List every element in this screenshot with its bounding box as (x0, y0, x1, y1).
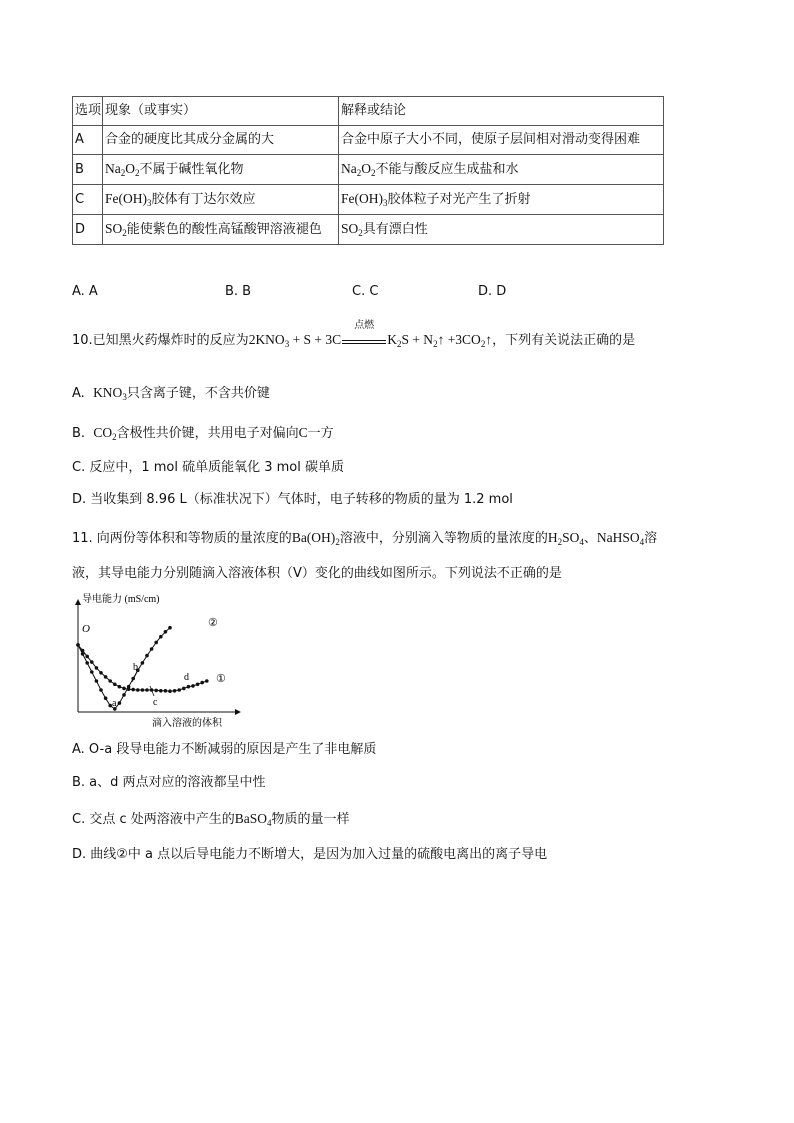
q10-choice-d[interactable]: D. 当收集到 8.96 L（标准状况下）气体时，电子转移的物质的量为 1.2 mol (72, 492, 513, 507)
q10-stem: 10.已知黑火药爆炸时的反应为$2KNO_3 + S + 3C$ 点燃 $K_2S$ + $N_2↑$ $+3CO_2↑$，下列有关说法正确的是 (72, 320, 636, 349)
row-phenomenon: $Na_2O_2$不属于碱性氧化物 (103, 155, 339, 185)
series-2-point (76, 643, 80, 647)
origin-label: O (82, 623, 90, 635)
series-1-point (145, 654, 149, 658)
series-label-2: ② (208, 617, 218, 629)
header-phenomenon: 现象（或事实） (103, 97, 339, 126)
series-1-point (122, 693, 126, 697)
series-1-point (164, 630, 168, 634)
table-row (73, 185, 664, 215)
series-1-point (154, 641, 158, 645)
series-1-point (159, 635, 163, 639)
row-option: B (73, 155, 103, 185)
row-explanation: 合金中原子大小不同，使原子层间相对滑动变得困难 (339, 126, 664, 155)
y-axis-label: 导电能力 (mS/cm) (82, 594, 160, 605)
reaction-condition: 点燃 (342, 332, 386, 344)
series-2-point (159, 689, 163, 693)
q11-choice-d[interactable]: D. 曲线②中 a 点以后导电能力不断增大，是因为加入过量的硫酸电离出的离子导电 (72, 847, 548, 862)
q11-stem-line1: 11. 向两份等体积和等物质的量浓度的$Ba(OH)_2$溶液中，分别滴入等物质的量浓度的$H_2SO_4$、NaHSO$_4$溶 (72, 530, 658, 547)
options-table (72, 96, 664, 245)
series-2-point (131, 688, 135, 692)
q9-choice-b[interactable]: B. B (225, 284, 252, 299)
table-row (73, 126, 664, 155)
row-phenomenon: 合金的硬度比其成分金属的大 (103, 126, 339, 155)
series-2-point (95, 666, 99, 670)
table-row (73, 215, 664, 245)
q10-choice-b[interactable]: B. $CO_2$含极性共价键，共用电子对偏向C一方 (72, 425, 334, 442)
point-label-b: b (133, 662, 138, 673)
q11-stem-line2: 液，其导电能力分别随滴入溶液体积（V）变化的曲线如图所示。下列说法不正确的是 (72, 566, 562, 581)
series-2-point (127, 687, 131, 691)
series-2-point (196, 683, 200, 687)
series-2-point (205, 679, 209, 683)
series-2-point (141, 688, 145, 692)
series-2-point (118, 685, 122, 689)
series-label-1: ① (216, 673, 226, 685)
series-1-point (90, 670, 94, 674)
series-2-point (187, 685, 191, 689)
series-2-point (145, 688, 149, 692)
row-option: A (73, 126, 103, 155)
conductivity-chart (70, 590, 250, 730)
point-label-d: d (184, 672, 189, 683)
series-2-point (99, 671, 103, 675)
series-1-point (85, 661, 89, 665)
series-2-point (108, 679, 112, 683)
series-2-point (173, 689, 177, 693)
row-explanation: $Na_2O_2$不能与酸反应生成盐和水 (339, 155, 664, 185)
series-1-point (99, 688, 103, 692)
table-header-row (73, 97, 664, 126)
series-1-point (150, 647, 154, 651)
series-2-point (164, 689, 168, 693)
series-2-point (104, 675, 108, 679)
series-2-point (85, 655, 89, 659)
table-row (73, 155, 664, 185)
series-1-point (95, 679, 99, 683)
row-option: D (73, 215, 103, 245)
point-label-c: c (153, 697, 158, 708)
q9-choice-a[interactable]: A. A (72, 284, 98, 299)
q11-choice-a[interactable]: A. O-a 段导电能力不断减弱的原因是产生了非电解质 (72, 742, 377, 757)
series-2-point (154, 689, 158, 693)
series-2-point (122, 687, 126, 691)
series-2-point (200, 681, 204, 685)
row-phenomenon: $SO_2$能使紫色的酸性高锰酸钾溶液褪色 (103, 215, 339, 245)
series-2-point (191, 684, 195, 688)
q10-choice-a[interactable]: A. $KNO_3$只含离子键，不含共价键 (72, 385, 270, 402)
row-explanation: $SO_2$具有漂白性 (339, 215, 664, 245)
row-explanation: $Fe(OH)_3$胶体粒子对光产生了折射 (339, 185, 664, 215)
series-1-point (141, 661, 145, 665)
series-1-point (168, 626, 172, 630)
q9-choice-c[interactable]: C. C (352, 284, 379, 299)
series-2-point (182, 687, 186, 691)
series-2-point (168, 689, 172, 693)
header-explanation: 解释或结论 (339, 97, 664, 126)
point-label-a: a (112, 698, 117, 709)
series-2-point (177, 688, 181, 692)
series-1-point (118, 701, 122, 705)
q9-choice-d[interactable]: D. D (478, 284, 507, 299)
q10-choice-c[interactable]: C. 反应中，1 mol 硫单质能氧化 3 mol 碳单质 (72, 460, 345, 475)
x-axis-label: 滴入溶液的体积 (152, 718, 222, 729)
series-1-point (104, 696, 108, 700)
row-option: C (73, 185, 103, 215)
series-2-point (81, 649, 85, 653)
q11-choice-c[interactable]: C. 交点 c 处两溶液中产生的BaSO$_4$物质的量一样 (72, 811, 350, 828)
series-2-point (90, 660, 94, 664)
series-2-point (113, 683, 117, 687)
row-phenomenon: $Fe(OH)_3$胶体有丁达尔效应 (103, 185, 339, 215)
series-2-point (136, 688, 140, 692)
q11-choice-b[interactable]: B. a、d 两点对应的溶液都呈中性 (72, 775, 266, 790)
header-option: 选项 (73, 97, 103, 126)
